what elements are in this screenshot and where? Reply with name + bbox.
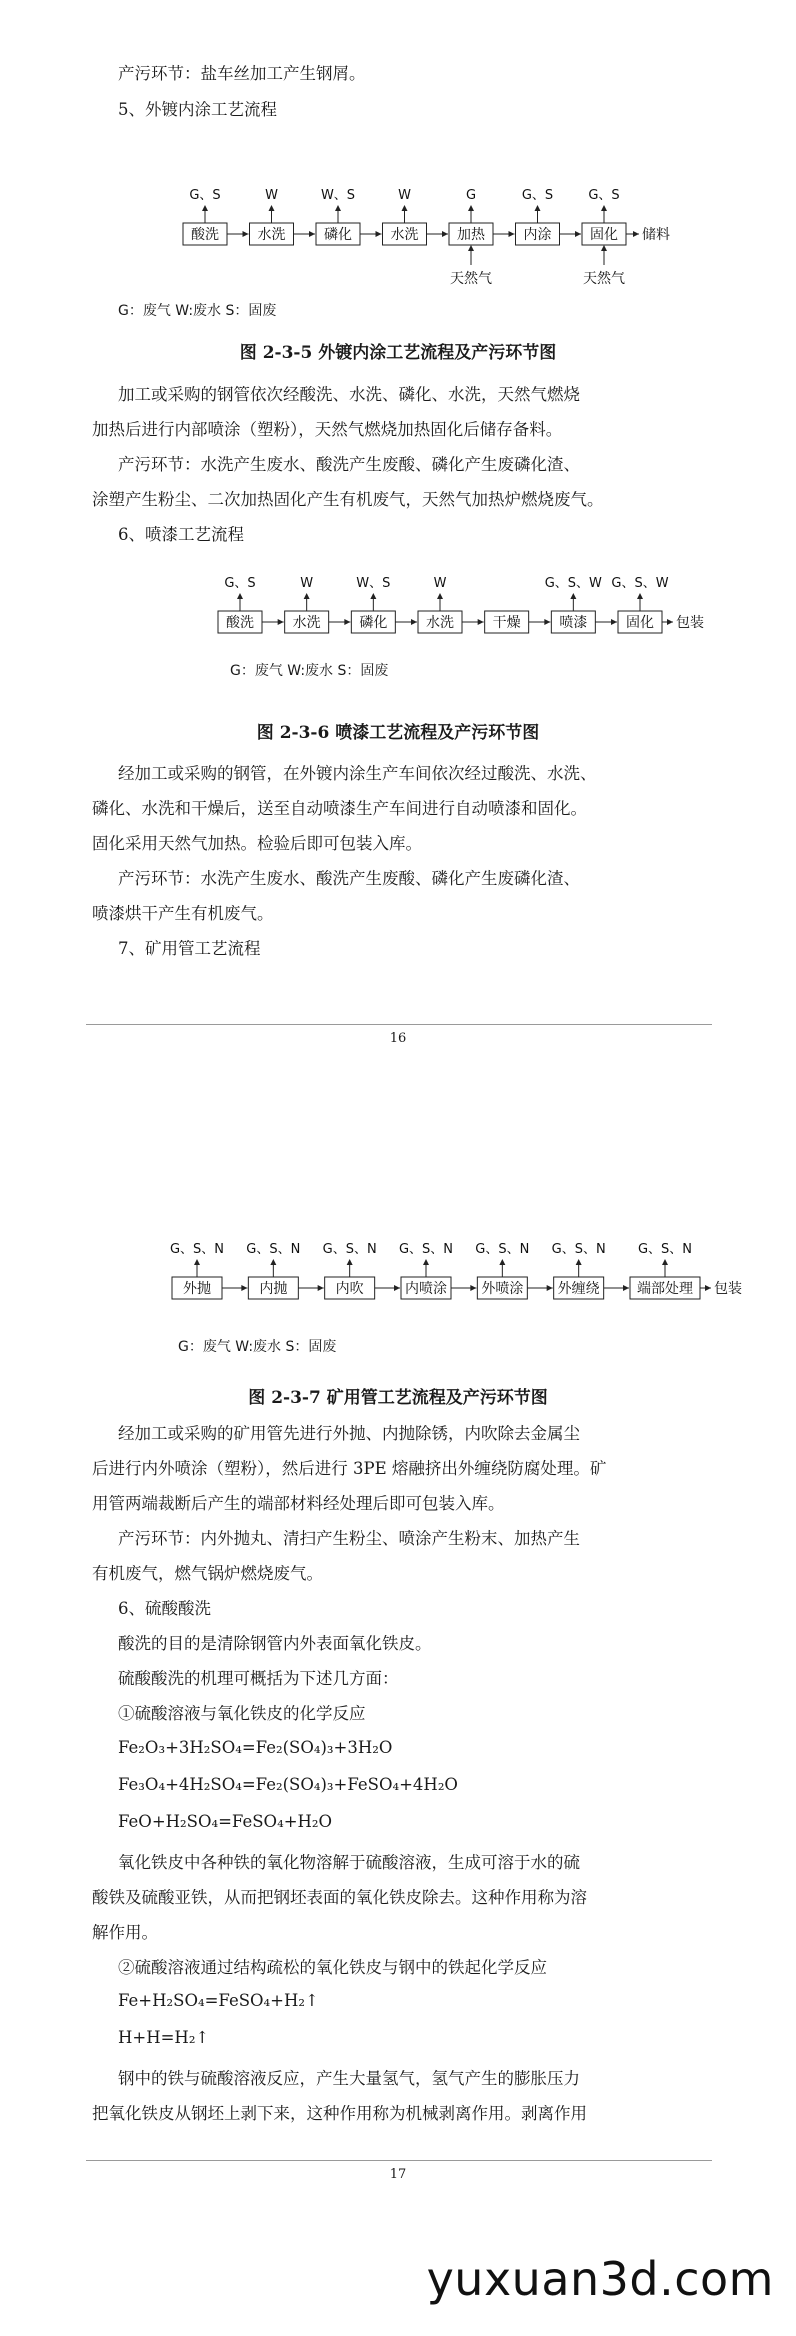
paragraph-line: 把氧化铁皮从钢坯上剥下来，这种作用称为机械剥离作用。剥离作用 bbox=[92, 2104, 587, 2123]
page-number: 16 bbox=[389, 1031, 407, 1046]
emission-label: G、S、N bbox=[169, 1242, 225, 1257]
process-step-label: 外抛 bbox=[183, 1281, 211, 1297]
paragraph-line: 用管两端裁断后产生的端部材料经处理后即可包装入库。 bbox=[92, 1494, 505, 1513]
section-heading: 7、矿用管工艺流程 bbox=[118, 939, 261, 958]
arrow-head bbox=[499, 1259, 505, 1265]
emission-label: G bbox=[465, 188, 477, 203]
paragraph-line: 钢中的铁与硫酸溶液反应，产生大量氢气，氢气产生的膨胀压力 bbox=[118, 2069, 580, 2088]
paragraph-line: 产污环节：内外抛丸、清扫产生粉尘、喷涂产生粉末、加热产生 bbox=[118, 1529, 580, 1548]
paragraph-line: 酸铁及硫酸亚铁，从而把钢坯表面的氧化铁皮除去。这种作用称为溶 bbox=[92, 1888, 587, 1907]
emission-label: G、S、W bbox=[544, 576, 602, 591]
text-line: ②硫酸溶液通过结构疏松的氧化铁皮与钢中的铁起化学反应 bbox=[118, 1958, 547, 1977]
emission-label: W、S bbox=[356, 576, 391, 591]
emission-label: G、S、N bbox=[322, 1242, 377, 1257]
process-step-label: 酸洗 bbox=[191, 227, 219, 243]
text-line: ①硫酸溶液与氧化铁皮的化学反应 bbox=[118, 1704, 366, 1723]
arrow-head bbox=[347, 1259, 353, 1265]
paragraph-line: 后进行内外喷涂（塑粉），然后进行 3PE 熔融挤出外缠绕防腐处理。矿 bbox=[92, 1459, 607, 1478]
emission-label: G、S、N bbox=[551, 1242, 606, 1257]
figure-caption: 图 2-3-7 矿用管工艺流程及产污环节图 bbox=[248, 1388, 548, 1408]
watermark-text: yuxuan3d.com bbox=[426, 2252, 774, 2306]
text-line: 酸洗的目的是清除钢管内外表面氧化铁皮。 bbox=[118, 1634, 432, 1653]
process-step-label: 水洗 bbox=[390, 227, 419, 243]
process-step-label: 加热 bbox=[457, 227, 485, 243]
input-label: 天然气 bbox=[450, 271, 492, 287]
process-step-label: 磷化 bbox=[324, 227, 352, 243]
process-step-label: 固化 bbox=[590, 227, 618, 243]
arrow-head bbox=[423, 1259, 429, 1265]
paragraph-line: 加热后进行内部喷涂（塑粉），天然气燃烧加热固化后储存备料。 bbox=[92, 420, 563, 439]
paragraph-line: 经加工或采购的钢管，在外镀内涂生产车间依次经过酸洗、水洗、 bbox=[118, 764, 597, 783]
arrow-head bbox=[270, 1259, 276, 1265]
paragraph-line: 产污环节：水洗产生废水、酸洗产生废酸、磷化产生废磷化渣、 bbox=[118, 455, 580, 474]
process-step-label: 内吹 bbox=[335, 1281, 364, 1297]
arrow-head bbox=[623, 1285, 629, 1291]
chemical-equation: H+H=H₂↑ bbox=[118, 2028, 210, 2047]
chemical-equation: Fe₂O₃+3H₂SO₄=Fe₂(SO₄)₃+3H₂O bbox=[118, 1738, 393, 1757]
emission-label: G、S bbox=[224, 576, 256, 591]
process-step-label: 端部处理 bbox=[637, 1281, 693, 1297]
diagram-legend: G：废气 W:废水 S：固废 bbox=[178, 1339, 337, 1355]
process-step-label: 内涂 bbox=[523, 227, 552, 243]
process-step-label: 内抛 bbox=[259, 1281, 288, 1297]
arrow-head bbox=[394, 1285, 400, 1291]
arrow-head bbox=[318, 1285, 324, 1291]
emission-label: G、S、N bbox=[475, 1242, 530, 1257]
emission-label: G、S、N bbox=[637, 1242, 693, 1257]
emission-label: W bbox=[398, 188, 411, 203]
paragraph-line: 解作用。 bbox=[92, 1923, 158, 1942]
emission-label: W bbox=[265, 188, 278, 203]
section-heading: 6、喷漆工艺流程 bbox=[118, 525, 244, 544]
process-step-label: 磷化 bbox=[359, 615, 388, 631]
arrow-head bbox=[470, 1285, 476, 1291]
emission-label: G、S bbox=[521, 188, 554, 203]
emission-label: G、S、W bbox=[611, 576, 669, 591]
process-step-label: 酸洗 bbox=[226, 615, 254, 631]
paragraph-line: 有机废气，燃气锅炉燃烧废气。 bbox=[92, 1564, 323, 1583]
arrow-head bbox=[576, 1259, 582, 1265]
process-step-label: 水洗 bbox=[292, 615, 321, 631]
emission-label: G、S、N bbox=[246, 1242, 301, 1257]
process-step-label: 干燥 bbox=[492, 615, 521, 631]
chemical-equation: Fe+H₂SO₄=FeSO₄+H₂↑ bbox=[118, 1991, 319, 2010]
diagram-legend: G：废气 W:废水 S：固废 bbox=[230, 663, 389, 679]
figure-caption: 图 2-3-6 喷漆工艺流程及产污环节图 bbox=[256, 723, 540, 743]
paragraph-line: 磷化、水洗和干燥后，送至自动喷漆生产车间进行自动喷漆和固化。 bbox=[92, 799, 587, 818]
process-step-label: 外喷涂 bbox=[481, 1281, 524, 1297]
flow-end-label: 储料 bbox=[642, 227, 670, 243]
emission-label: W bbox=[433, 576, 447, 591]
paragraph-line: 喷漆烘干产生有机废气。 bbox=[92, 904, 274, 923]
emission-label: W、S bbox=[320, 188, 356, 203]
text-line: 硫酸酸洗的机理可概括为下述几方面： bbox=[118, 1669, 399, 1688]
paragraph-line: 产污环节：水洗产生废水、酸洗产生废酸、磷化产生废磷化渣、 bbox=[118, 869, 580, 888]
arrow-head bbox=[194, 1259, 200, 1265]
figure-caption: 图 2-3-5 外镀内涂工艺流程及产污环节图 bbox=[239, 343, 557, 363]
page-divider bbox=[86, 2160, 712, 2161]
input-label: 天然气 bbox=[583, 271, 625, 287]
section-heading: 5、外镀内涂工艺流程 bbox=[118, 100, 277, 119]
process-step-label: 固化 bbox=[626, 615, 654, 631]
emission-label: G、S bbox=[189, 188, 221, 203]
paragraph-line: 固化采用天然气加热。检验后即可包装入库。 bbox=[92, 834, 422, 853]
flow-end-label: 包装 bbox=[714, 1281, 742, 1297]
arrow-head bbox=[705, 1285, 711, 1291]
process-step-label: 喷漆 bbox=[559, 615, 588, 631]
text-line: 产污环节：盐车丝加工产生钢屑。 bbox=[118, 64, 366, 83]
emission-label: G、S bbox=[588, 188, 620, 203]
page-number: 17 bbox=[389, 2167, 407, 2182]
emission-label: W bbox=[300, 576, 314, 591]
process-step-label: 水洗 bbox=[257, 227, 286, 243]
flow-end-label: 包装 bbox=[676, 615, 704, 631]
process-step-label: 内喷涂 bbox=[405, 1281, 447, 1297]
arrow-head bbox=[547, 1285, 553, 1291]
diagram-legend: G：废气 W:废水 S：固废 bbox=[118, 303, 277, 319]
paragraph-line: 涂塑产生粉尘、二次加热固化产生有机废气，天然气加热炉燃烧废气。 bbox=[92, 490, 604, 509]
arrow-head bbox=[241, 1285, 247, 1291]
chemical-equation: FeO+H₂SO₄=FeSO₄+H₂O bbox=[118, 1812, 333, 1831]
paragraph-line: 加工或采购的钢管依次经酸洗、水洗、磷化、水洗，天然气燃烧 bbox=[118, 385, 580, 404]
section-heading: 6、硫酸酸洗 bbox=[118, 1599, 211, 1618]
process-step-label: 外缠绕 bbox=[557, 1281, 600, 1297]
paragraph-line: 经加工或采购的矿用管先进行外抛、内抛除锈，内吹除去金属尘 bbox=[118, 1424, 580, 1443]
paragraph-line: 氧化铁皮中各种铁的氧化物溶解于硫酸溶液，生成可溶于水的硫 bbox=[118, 1853, 580, 1872]
arrow-head bbox=[662, 1259, 668, 1265]
chemical-equation: Fe₃O₄+4H₂SO₄=Fe₂(SO₄)₃+FeSO₄+4H₂O bbox=[118, 1775, 458, 1794]
process-step-label: 水洗 bbox=[426, 615, 454, 631]
emission-label: G、S、N bbox=[398, 1242, 454, 1257]
